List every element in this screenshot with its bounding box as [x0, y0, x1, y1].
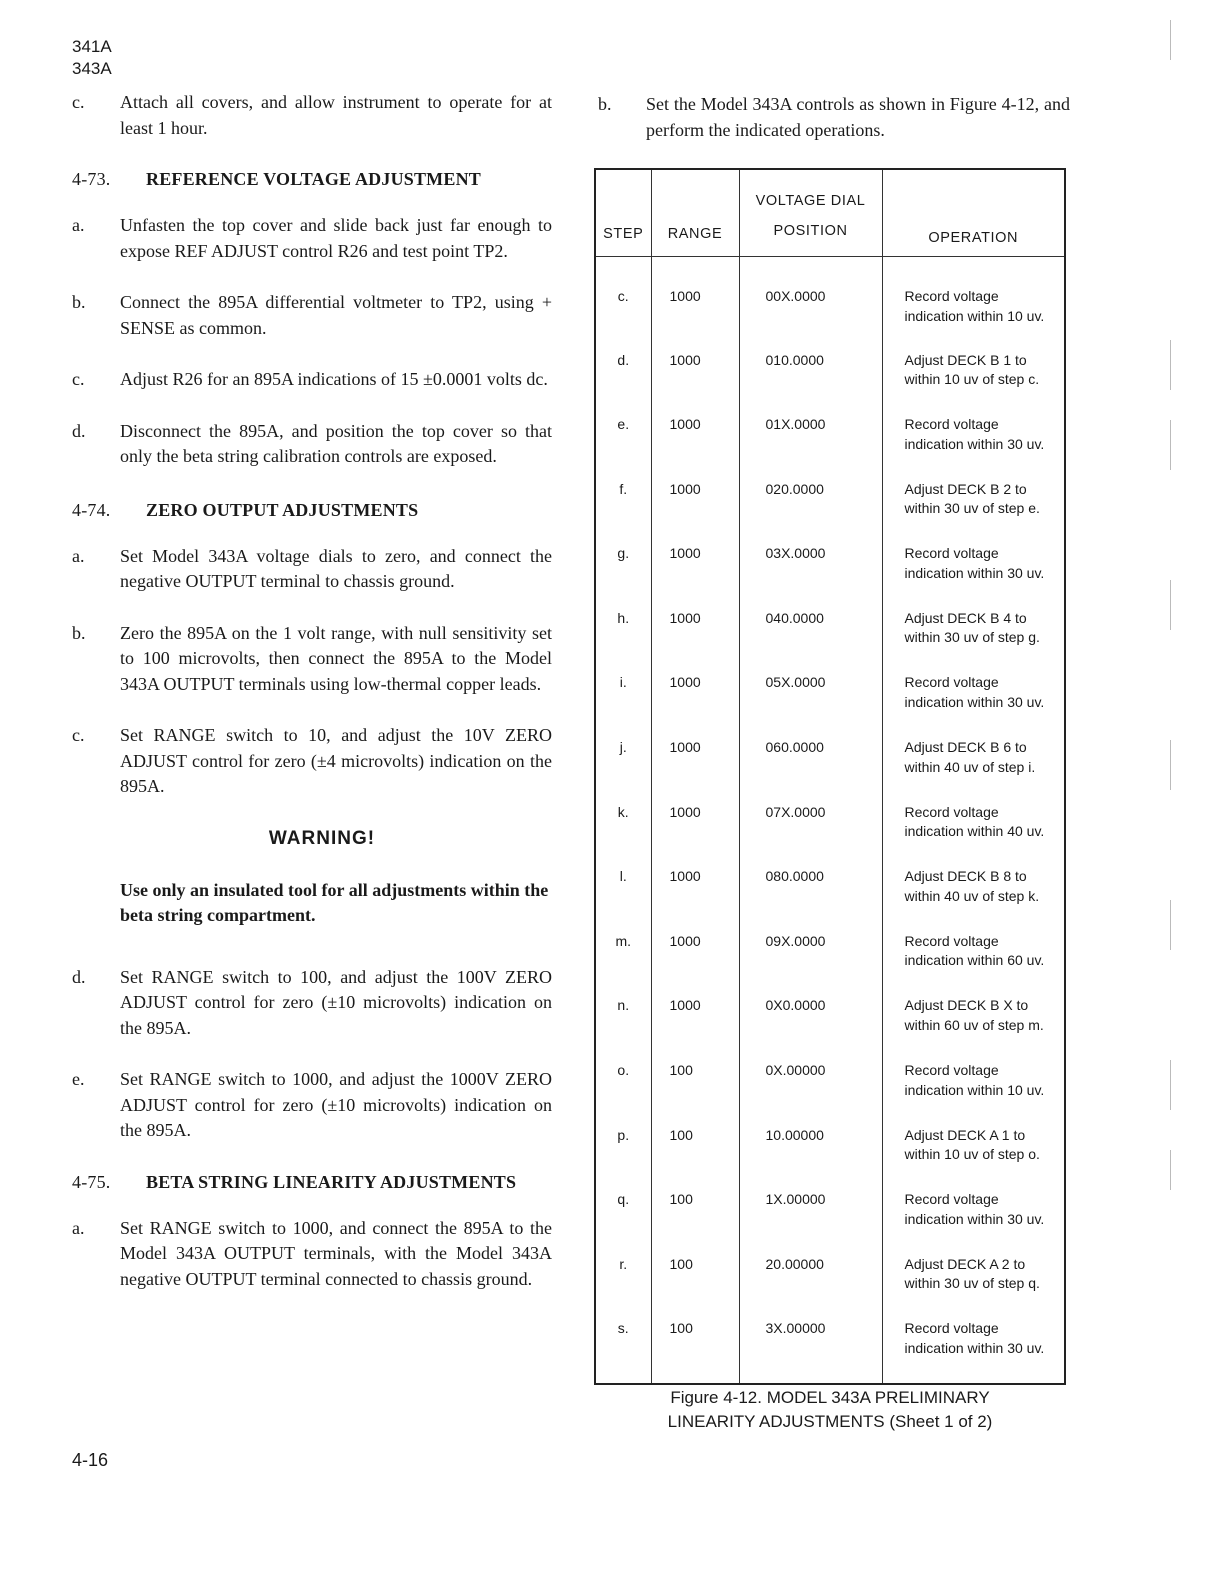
scan-margin-marks — [1160, 0, 1200, 1586]
table-row — [595, 867, 1065, 932]
section-heading-4-73: 4-73. REFERENCE VOLTAGE ADJUSTMENT — [72, 169, 481, 189]
list-item: a. Set Model 343A voltage dials to zero, and connect the negative OUTPUT terminal to chassis ground. — [72, 545, 552, 591]
position-cell: 03X.0000 — [739, 544, 882, 609]
step-cell: f. — [595, 480, 651, 545]
position-cell: 20.00000 — [739, 1255, 882, 1320]
table-row — [595, 544, 1065, 609]
step-cell: r. — [595, 1255, 651, 1320]
operation-cell: Adjust DECK B 2 to within 30 uv of step e. — [882, 480, 1065, 545]
header-voltage-dial-position: VOLTAGE DIAL POSITION — [739, 169, 882, 257]
range-cell: 1000 — [651, 480, 739, 545]
range-cell: 100 — [651, 1255, 739, 1320]
table-row — [595, 1190, 1065, 1255]
table-row — [595, 1126, 1065, 1191]
table-row — [595, 1319, 1065, 1384]
range-cell: 1000 — [651, 351, 739, 416]
table-row — [595, 803, 1065, 868]
position-cell: 00X.0000 — [739, 257, 882, 351]
list-item: c. Set RANGE switch to 10, and adjust the 10V ZERO ADJUST control for zero (±4 microvolts) indication on the 895A. — [72, 725, 552, 796]
range-cell: 1000 — [651, 257, 739, 351]
step-cell: s. — [595, 1319, 651, 1384]
position-cell: 05X.0000 — [739, 673, 882, 738]
model-label-341a: 341A — [72, 37, 112, 56]
step-cell: k. — [595, 803, 651, 868]
table-header-row — [595, 169, 1065, 257]
operation-cell: Record voltage indication within 40 uv. — [882, 803, 1065, 868]
operation-cell: Record voltage indication within 30 uv. — [882, 1319, 1065, 1384]
operation-cell: Adjust DECK B 4 to within 30 uv of step g. — [882, 609, 1065, 674]
table-row — [595, 932, 1065, 997]
step-cell: c. — [595, 257, 651, 351]
range-cell: 1000 — [651, 673, 739, 738]
page-header — [72, 36, 112, 80]
operation-cell: Record voltage indication within 30 uv. — [882, 1190, 1065, 1255]
position-cell: 040.0000 — [739, 609, 882, 674]
header-operation: OPERATION — [882, 169, 1065, 257]
range-cell: 100 — [651, 1190, 739, 1255]
table-row — [595, 609, 1065, 674]
list-item: b. Zero the 895A on the 1 volt range, with null sensitivity set to 100 microvolts, then connect the 895A to the Model 343A OUTPUT terminals using low-thermal copper leads. — [72, 622, 552, 694]
warning-title: WARNING! — [268, 827, 376, 849]
range-cell: 1000 — [651, 996, 739, 1061]
list-item: a. Unfasten the top cover and slide back just far enough to expose REF ADJUST control R26 and test point TP2. — [72, 215, 552, 261]
linearity-adjustments-table — [594, 168, 1066, 1385]
step-cell: h. — [595, 609, 651, 674]
intro-item-c: c. Attach all covers, and allow instrument to operate for at least 1 hour. — [72, 92, 552, 138]
step-cell: i. — [595, 673, 651, 738]
list-item: a. Set RANGE switch to 1000, and connect the 895A to the Model 343A OUTPUT terminals, with the Model 343A negative OUTPUT terminal connected to chassis ground. — [72, 1217, 552, 1289]
list-item: d. Set RANGE switch to 100, and adjust the 100V ZERO ADJUST control for zero (±10 microvolts) indication on the 895A. — [72, 966, 552, 1038]
operation-cell: Adjust DECK A 2 to within 30 uv of step q. — [882, 1255, 1065, 1320]
range-cell: 1000 — [651, 932, 739, 997]
list-item: d. Disconnect the 895A, and position the top cover so that only the beta string calibration controls are exposed. — [72, 420, 552, 466]
position-cell: 0X0.0000 — [739, 996, 882, 1061]
step-cell: d. — [595, 351, 651, 416]
table-row — [595, 415, 1065, 480]
position-cell: 020.0000 — [739, 480, 882, 545]
step-cell: n. — [595, 996, 651, 1061]
list-item: b. Connect the 895A differential voltmeter to TP2, using + SENSE as common. — [72, 292, 552, 338]
range-cell: 1000 — [651, 803, 739, 868]
operation-cell: Record voltage indication within 30 uv. — [882, 544, 1065, 609]
right-column — [598, 92, 1070, 143]
table-row — [595, 1255, 1065, 1320]
header-step: STEP — [595, 169, 651, 257]
warning-text: Use only an insulated tool for all adjustments within the beta string compartment. — [120, 879, 549, 925]
range-cell: 100 — [651, 1319, 739, 1384]
table-row — [595, 673, 1065, 738]
list-item: e. Set RANGE switch to 1000, and adjust the 1000V ZERO ADJUST control for zero (±10 microvolts) indication on the 895A. — [72, 1069, 552, 1140]
step-cell: l. — [595, 867, 651, 932]
model-label-343a: 343A — [72, 59, 112, 78]
operation-cell: Record voltage indication within 10 uv. — [882, 1061, 1065, 1126]
header-range: RANGE — [651, 169, 739, 257]
operation-cell: Record voltage indication within 60 uv. — [882, 932, 1065, 997]
position-cell: 10.00000 — [739, 1126, 882, 1191]
section-heading-4-75: 4-75. BETA STRING LINEARITY ADJUSTMENTS — [72, 1171, 517, 1192]
operation-cell: Adjust DECK B 8 to within 40 uv of step k. — [882, 867, 1065, 932]
section-heading-4-74: 4-74. ZERO OUTPUT ADJUSTMENTS — [72, 499, 419, 520]
page-number: 4-16 — [72, 1450, 109, 1470]
table-row — [595, 738, 1065, 803]
range-cell: 1000 — [651, 415, 739, 480]
step-cell: o. — [595, 1061, 651, 1126]
position-cell: 09X.0000 — [739, 932, 882, 997]
step-cell: e. — [595, 415, 651, 480]
range-cell: 1000 — [651, 544, 739, 609]
range-cell: 1000 — [651, 609, 739, 674]
list-item: c. Adjust R26 for an 895A indications of 15 ±0.0001 volts dc. — [72, 369, 548, 389]
position-cell: 010.0000 — [739, 351, 882, 416]
table-row — [595, 257, 1065, 351]
intro-item-b: b. Set the Model 343A controls as shown in Figure 4-12, and perform the indicated operations. — [598, 94, 1070, 140]
position-cell: 060.0000 — [739, 738, 882, 803]
step-cell: p. — [595, 1126, 651, 1191]
operation-cell: Record voltage indication within 10 uv. — [882, 257, 1065, 351]
table-row — [595, 1061, 1065, 1126]
position-cell: 0X.00000 — [739, 1061, 882, 1126]
step-cell: j. — [595, 738, 651, 803]
table-row — [595, 996, 1065, 1061]
range-cell: 1000 — [651, 738, 739, 803]
range-cell: 1000 — [651, 867, 739, 932]
operation-cell: Adjust DECK B X to within 60 uv of step m. — [882, 996, 1065, 1061]
range-cell: 100 — [651, 1061, 739, 1126]
position-cell: 080.0000 — [739, 867, 882, 932]
left-column — [72, 90, 552, 1292]
position-cell: 07X.0000 — [739, 803, 882, 868]
table-row — [595, 480, 1065, 545]
figure-caption: Figure 4-12. MODEL 343A PRELIMINARY LINEARITY ADJUSTMENTS (Sheet 1 of 2) — [667, 1388, 993, 1431]
operation-cell: Adjust DECK A 1 to within 10 uv of step o. — [882, 1126, 1065, 1191]
operation-cell: Adjust DECK B 1 to within 10 uv of step c. — [882, 351, 1065, 416]
operation-cell: Adjust DECK B 6 to within 40 uv of step i. — [882, 738, 1065, 803]
position-cell: 1X.00000 — [739, 1190, 882, 1255]
position-cell: 3X.00000 — [739, 1319, 882, 1384]
operation-cell: Record voltage indication within 30 uv. — [882, 415, 1065, 480]
step-cell: m. — [595, 932, 651, 997]
operation-cell: Record voltage indication within 30 uv. — [882, 673, 1065, 738]
range-cell: 100 — [651, 1126, 739, 1191]
step-cell: q. — [595, 1190, 651, 1255]
table-row — [595, 351, 1065, 416]
position-cell: 01X.0000 — [739, 415, 882, 480]
step-cell: g. — [595, 544, 651, 609]
